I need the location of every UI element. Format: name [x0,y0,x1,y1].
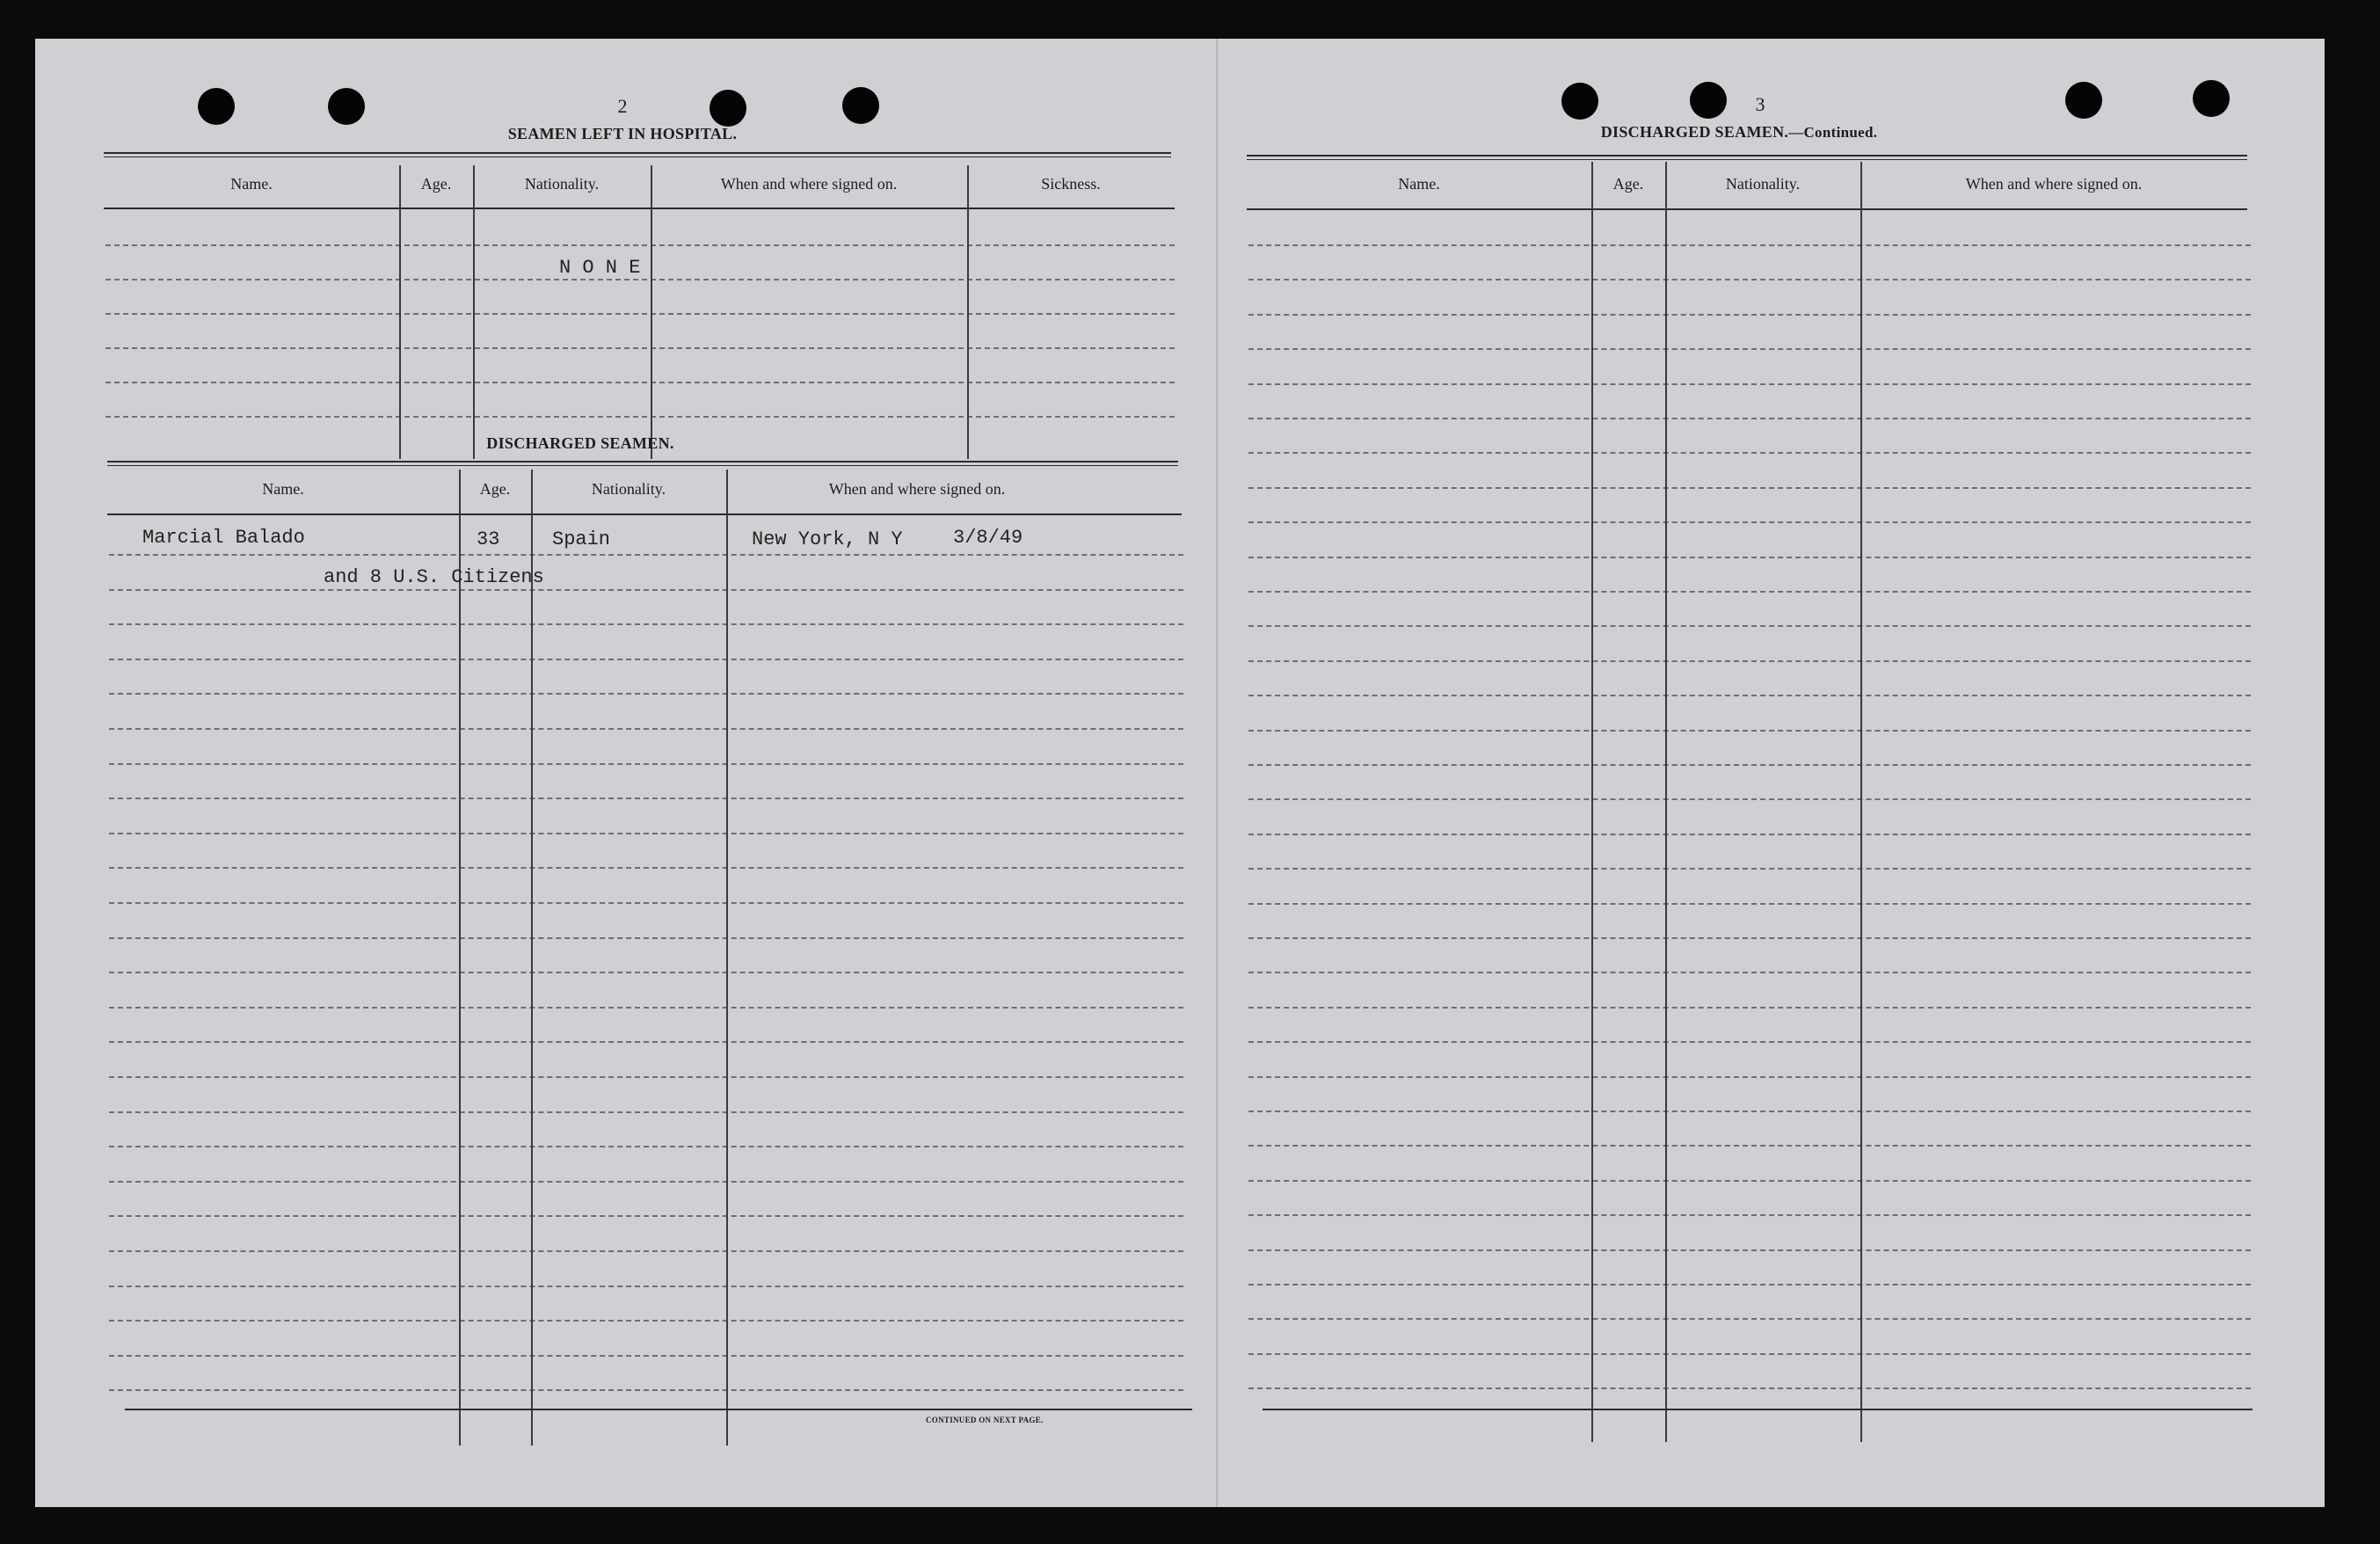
row-line [106,347,1175,349]
row-line [1248,1318,2251,1320]
row-line [1248,660,2251,662]
row-line [1248,521,2251,523]
row-line [1248,834,2251,835]
row-line [109,1250,1183,1252]
seaman-nationality: Spain [552,528,611,550]
row-line [1248,1214,2251,1216]
punch-hole [328,88,365,125]
discharged-top-rule-2 [107,465,1178,466]
hospital-section-title: SEAMEN LEFT IN HOSPITAL. [507,125,738,142]
right-top-rule [1247,155,2247,157]
punch-hole [842,87,879,124]
punch-hole [2065,82,2102,119]
document-sheet [35,39,2325,1507]
row-line [109,1389,1183,1391]
column-divider [531,470,533,1446]
row-line [109,693,1183,695]
column-divider [1591,162,1593,1442]
row-line [1248,1041,2251,1043]
row-line [1248,244,2251,246]
row-line [109,554,1183,556]
row-line [109,623,1183,625]
row-line [1248,1387,2251,1389]
row-line [109,1285,1183,1287]
row-line [1248,452,2251,454]
row-line [1248,1007,2251,1009]
row-line [1248,591,2251,593]
row-line [109,1146,1183,1147]
row-line [109,763,1183,765]
row-line [1248,972,2251,973]
col-header-nationality: Nationality. [524,175,600,193]
row-line [1248,798,2251,800]
row-line [1248,279,2251,280]
row-line [1248,487,2251,489]
punch-hole [1690,82,1727,119]
row-line [1248,625,2251,627]
row-line [106,416,1175,418]
row-line [1248,764,2251,766]
row-line [109,1007,1183,1009]
column-divider [473,165,475,459]
right-title-suffix: —Continued. [1788,124,1878,141]
seaman-signed-on-date: 3/8/49 [953,527,1023,549]
column-divider [651,165,652,459]
row-line [109,867,1183,869]
column-divider [1665,162,1667,1442]
hospital-top-rule [104,152,1171,154]
seaman-signed-on-place: New York, N Y [752,528,903,550]
row-line [109,728,1183,730]
row-line [109,1111,1183,1113]
row-line [106,279,1175,280]
right-title-main: DISCHARGED SEAMEN. [1600,123,1789,141]
row-line [1248,903,2251,905]
row-line [109,972,1183,973]
discharged-section-title: DISCHARGED SEAMEN. [486,434,674,452]
row-line [1248,730,2251,732]
row-line [1248,1076,2251,1078]
row-line [1248,557,2251,558]
row-line [109,797,1183,799]
row-line [109,1041,1183,1043]
row-line [109,1215,1183,1217]
column-divider [726,470,728,1446]
right-top-rule-2 [1247,159,2247,160]
continued-footnote: CONTINUED ON NEXT PAGE. [926,1416,1044,1424]
row-line [1248,1180,2251,1182]
row-line [1248,383,2251,385]
row-line [109,1181,1183,1183]
row-line [109,902,1183,904]
punch-hole [2193,80,2230,117]
discharged-header-rule [107,513,1182,515]
col-header-nationality: Nationality. [591,480,666,498]
column-divider [459,470,461,1446]
row-line [109,1076,1183,1078]
punch-hole [1561,83,1598,120]
row-line [1248,695,2251,696]
col-header-age: Age. [479,480,511,498]
row-line [109,1320,1183,1322]
hospital-header-rule [104,208,1175,209]
row-line [1248,937,2251,939]
row-line [106,382,1175,383]
col-header-nationality: Nationality. [1725,175,1801,193]
column-divider [399,165,401,459]
col-header-signed-on: When and where signed on. [720,175,898,193]
right-section-title [1554,123,1924,142]
citizens-note: and 8 U.S. Citizens [324,566,544,588]
col-header-age: Age. [1612,175,1644,193]
punch-hole [710,90,746,127]
col-header-age: Age. [420,175,452,193]
discharged-top-rule [107,461,1178,462]
row-line [1248,314,2251,316]
row-line [1248,1249,2251,1251]
col-header-sickness: Sickness. [1041,175,1101,193]
col-header-signed-on: When and where signed on. [1965,175,2143,193]
row-line [106,244,1175,246]
row-line [1248,1145,2251,1147]
punch-hole [198,88,235,125]
row-line [1248,1353,2251,1355]
page-fold [1216,39,1218,1507]
row-line [1248,418,2251,419]
seaman-name: Marcial Balado [142,527,305,549]
row-line [109,589,1183,591]
col-header-name: Name. [1398,175,1440,193]
right-header-rule [1247,208,2247,210]
discharged-bottom-rule [125,1409,1192,1410]
row-line [109,1355,1183,1357]
row-line [109,937,1183,939]
row-line [1248,1111,2251,1112]
col-header-name: Name. [262,480,304,498]
row-line [109,659,1183,660]
row-line [106,313,1175,315]
right-bottom-rule [1263,1409,2253,1410]
seaman-age: 33 [477,528,500,550]
row-line [1248,348,2251,350]
column-divider [1860,162,1862,1442]
row-line [1248,1284,2251,1285]
page-number-right: 3 [1755,93,1765,115]
hospital-none-entry: N O N E [559,257,641,279]
row-line [1248,868,2251,870]
column-divider [967,165,969,459]
col-header-name: Name. [230,175,273,193]
col-header-signed-on: When and where signed on. [828,480,1006,498]
page-number-left: 2 [617,95,628,117]
row-line [109,833,1183,834]
